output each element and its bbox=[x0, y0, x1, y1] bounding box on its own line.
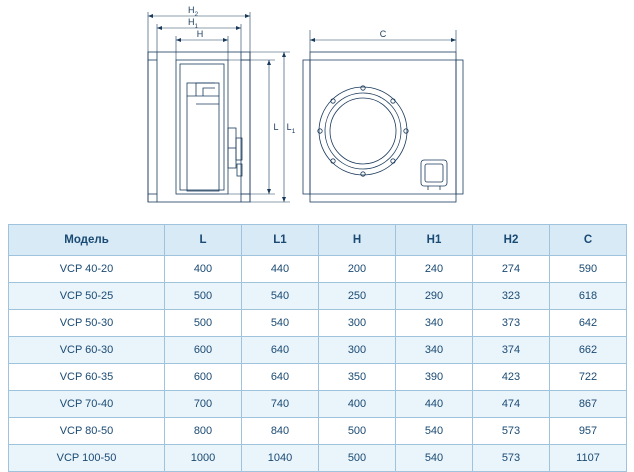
cell-l: 600 bbox=[165, 337, 242, 364]
table-row bbox=[9, 364, 627, 391]
dimension-label-l: L bbox=[273, 122, 279, 132]
cell-h1: 340 bbox=[396, 337, 473, 364]
cell-model: VCP 50-25 bbox=[9, 283, 165, 310]
cell-h2: 423 bbox=[473, 364, 550, 391]
cell-h: 350 bbox=[319, 364, 396, 391]
table-row bbox=[9, 418, 627, 445]
cell-model: VCP 60-35 bbox=[9, 364, 165, 391]
dimension-label-h2: $H_2$ bbox=[187, 5, 199, 18]
table-row bbox=[9, 310, 627, 337]
column-header-l1: L1 bbox=[242, 225, 319, 256]
cell-h2: 474 bbox=[473, 391, 550, 418]
column-header-l: L bbox=[165, 225, 242, 256]
table-row bbox=[9, 283, 627, 310]
cell-c: 1107 bbox=[550, 445, 627, 472]
cell-c: 867 bbox=[550, 391, 627, 418]
column-header-h2: H2 bbox=[473, 225, 550, 256]
cell-l: 800 bbox=[165, 418, 242, 445]
cell-h: 200 bbox=[319, 256, 396, 283]
column-header-c: C bbox=[550, 225, 627, 256]
cell-l: 1000 bbox=[165, 445, 242, 472]
cell-l1: 540 bbox=[242, 283, 319, 310]
table-row bbox=[9, 337, 627, 364]
cell-l1: 540 bbox=[242, 310, 319, 337]
cell-h1: 440 bbox=[396, 391, 473, 418]
cell-h: 500 bbox=[319, 418, 396, 445]
cell-h: 250 bbox=[319, 283, 396, 310]
left-view-outline bbox=[148, 52, 250, 202]
cell-h2: 373 bbox=[473, 310, 550, 337]
cell-h1: 340 bbox=[396, 310, 473, 337]
cell-h2: 323 bbox=[473, 283, 550, 310]
technical-drawing bbox=[0, 0, 634, 218]
cell-l: 400 bbox=[165, 256, 242, 283]
cell-l1: 1040 bbox=[242, 445, 319, 472]
left-view-vertical-dimensions bbox=[228, 52, 290, 202]
table-row bbox=[9, 445, 627, 472]
cell-model: VCP 50-30 bbox=[9, 310, 165, 337]
cell-c: 662 bbox=[550, 337, 627, 364]
cell-c: 722 bbox=[550, 364, 627, 391]
cell-l1: 640 bbox=[242, 337, 319, 364]
cell-model: VCP 80-50 bbox=[9, 418, 165, 445]
table-row bbox=[9, 256, 627, 283]
cell-h1: 540 bbox=[396, 418, 473, 445]
cell-l: 500 bbox=[165, 310, 242, 337]
cell-h2: 274 bbox=[473, 256, 550, 283]
cell-h: 300 bbox=[319, 337, 396, 364]
cell-c: 642 bbox=[550, 310, 627, 337]
cell-l1: 640 bbox=[242, 364, 319, 391]
specifications-table bbox=[8, 224, 627, 472]
cell-h1: 390 bbox=[396, 364, 473, 391]
cell-h1: 540 bbox=[396, 445, 473, 472]
cell-c: 590 bbox=[550, 256, 627, 283]
table-body bbox=[9, 256, 627, 472]
cell-h1: 240 bbox=[396, 256, 473, 283]
dimension-label-c: C bbox=[379, 29, 387, 39]
column-header-h1: H1 bbox=[396, 225, 473, 256]
cell-c: 618 bbox=[550, 283, 627, 310]
cell-l1: 740 bbox=[242, 391, 319, 418]
dimension-label-l1: $L_1$ bbox=[286, 122, 296, 135]
specifications-table-container bbox=[8, 224, 626, 472]
cell-h2: 374 bbox=[473, 337, 550, 364]
cell-model: VCP 100-50 bbox=[9, 445, 165, 472]
cell-h2: 573 bbox=[473, 418, 550, 445]
right-view-outline bbox=[303, 52, 463, 202]
cell-h: 400 bbox=[319, 391, 396, 418]
cell-l1: 440 bbox=[242, 256, 319, 283]
cell-model: VCP 60-30 bbox=[9, 337, 165, 364]
drawing-svg bbox=[0, 0, 634, 218]
cell-model: VCP 40-20 bbox=[9, 256, 165, 283]
cell-c: 957 bbox=[550, 418, 627, 445]
cell-h: 500 bbox=[319, 445, 396, 472]
cell-model: VCP 70-40 bbox=[9, 391, 165, 418]
column-header-model: Модель bbox=[9, 225, 165, 256]
cell-l: 700 bbox=[165, 391, 242, 418]
table-row bbox=[9, 391, 627, 418]
table-header bbox=[9, 225, 627, 256]
cell-l1: 840 bbox=[242, 418, 319, 445]
cell-h1: 290 bbox=[396, 283, 473, 310]
cell-l: 500 bbox=[165, 283, 242, 310]
dimension-label-h1: $H_1$ bbox=[187, 17, 199, 30]
cell-h: 300 bbox=[319, 310, 396, 337]
dimension-label-h: H bbox=[196, 29, 204, 39]
table-header-row bbox=[9, 225, 627, 256]
cell-h2: 573 bbox=[473, 445, 550, 472]
column-header-h: H bbox=[319, 225, 396, 256]
cell-l: 600 bbox=[165, 364, 242, 391]
